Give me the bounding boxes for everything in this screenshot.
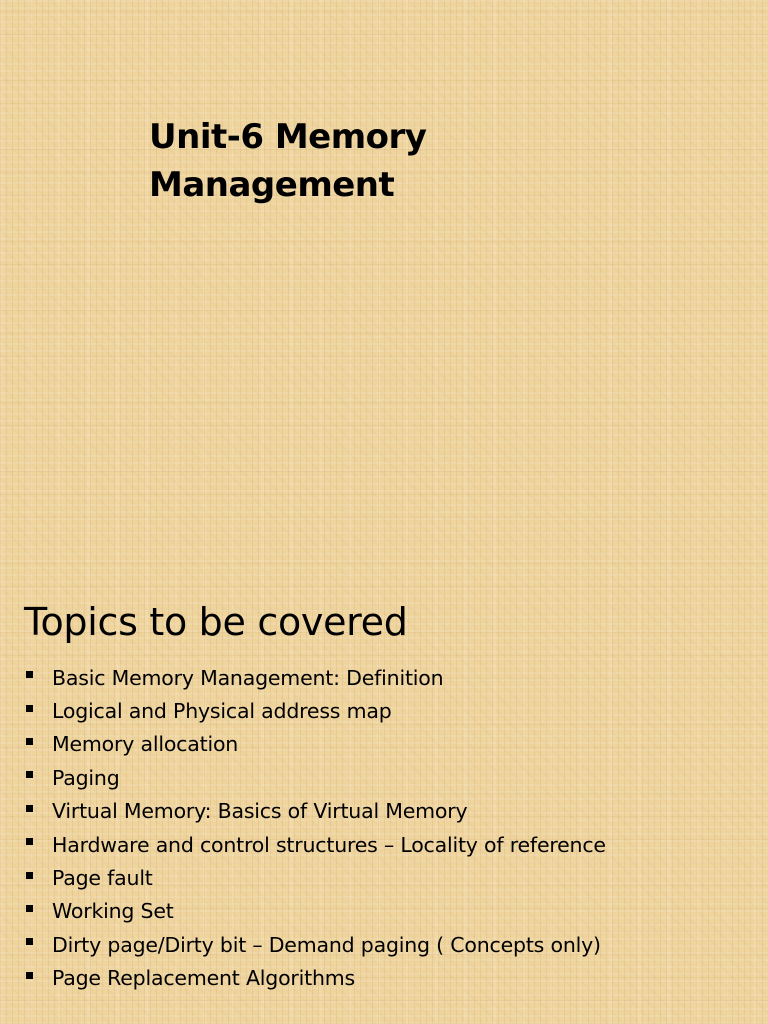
list-item bbox=[24, 895, 754, 928]
list-item bbox=[24, 861, 754, 894]
square-bullet-icon bbox=[26, 938, 33, 945]
list-item-label: Memory allocation bbox=[52, 732, 239, 757]
slide-title-line-2: Management bbox=[149, 165, 395, 205]
list-item-label: Paging bbox=[52, 765, 120, 790]
list-item-label: Page Replacement Algorithms bbox=[52, 966, 356, 991]
square-bullet-icon bbox=[26, 905, 33, 912]
list-item-label: Page fault bbox=[52, 866, 153, 891]
list-item bbox=[24, 661, 754, 694]
list-item bbox=[24, 928, 754, 961]
square-bullet-icon bbox=[26, 705, 33, 712]
slide-title bbox=[149, 113, 569, 209]
list-item-label: Working Set bbox=[52, 899, 174, 924]
list-item bbox=[24, 962, 754, 995]
list-item-label: Basic Memory Management: Definition bbox=[52, 665, 444, 690]
list-item bbox=[24, 795, 754, 828]
list-item-label: Virtual Memory: Basics of Virtual Memory bbox=[52, 799, 468, 824]
list-item-label: Hardware and control structures – Locality of reference bbox=[52, 832, 606, 857]
list-item bbox=[24, 728, 754, 761]
list-item-label: Logical and Physical address map bbox=[52, 699, 392, 724]
list-item bbox=[24, 828, 754, 861]
square-bullet-icon bbox=[26, 872, 33, 879]
square-bullet-icon bbox=[26, 738, 33, 745]
topic-list bbox=[24, 661, 754, 995]
list-item bbox=[24, 694, 754, 727]
list-item-label: Dirty page/Dirty bit – Demand paging ( Concepts only) bbox=[52, 932, 601, 957]
square-bullet-icon bbox=[26, 771, 33, 778]
square-bullet-icon bbox=[26, 805, 33, 812]
square-bullet-icon bbox=[26, 838, 33, 845]
square-bullet-icon bbox=[26, 972, 33, 979]
square-bullet-icon bbox=[26, 671, 33, 678]
list-item bbox=[24, 761, 754, 794]
slide-title-line-1: Unit-6 Memory bbox=[149, 117, 427, 157]
topics-heading: Topics to be covered bbox=[24, 600, 408, 644]
